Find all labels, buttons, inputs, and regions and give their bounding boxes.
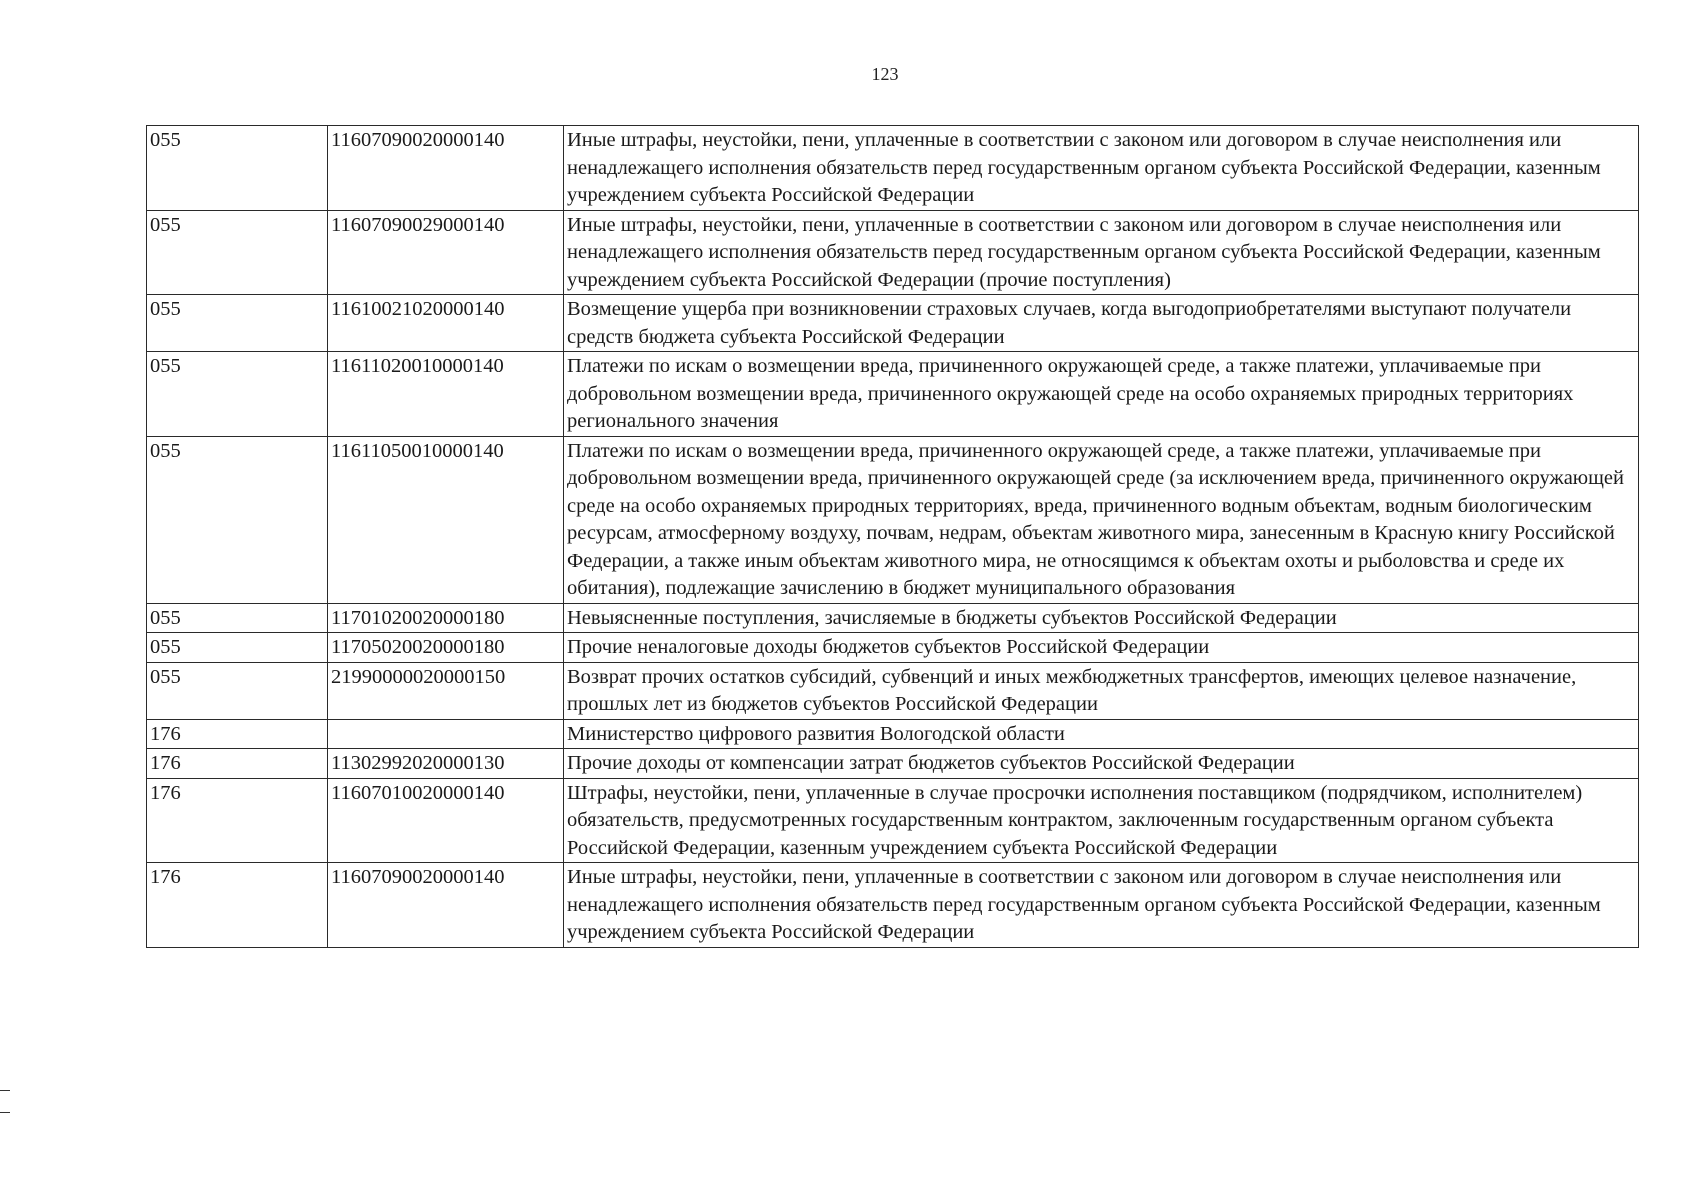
page-number: 123 [871, 64, 899, 84]
admin-code-cell: 055 [147, 210, 328, 295]
table-row [147, 436, 1639, 603]
revenue-name-cell: Платежи по искам о возмещении вреда, причиненного окружающей среде, а также платежи, уплачиваемые при добровольном возмещении вреда, причиненного окружающей среде на особо охраняемых природных территориях регионального значения [564, 352, 1639, 437]
kbk-code-cell: 11607090020000140 [328, 863, 564, 948]
admin-code-cell: 055 [147, 295, 328, 352]
table-row [147, 863, 1639, 948]
table-row [147, 749, 1639, 779]
kbk-code-cell: 11611020010000140 [328, 352, 564, 437]
kbk-code-cell: 11701020020000180 [328, 603, 564, 633]
revenue-name-cell: Невыясненные поступления, зачисляемые в бюджеты субъектов Российской Федерации [564, 603, 1639, 633]
revenue-name-cell: Прочие доходы от компенсации затрат бюджетов субъектов Российской Федерации [564, 749, 1639, 779]
revenue-name-cell: Возврат прочих остатков субсидий, субвенций и иных межбюджетных трансфертов, имеющих целевое назначение, прошлых лет из бюджетов субъектов Российской Федерации [564, 662, 1639, 719]
table-row [147, 126, 1639, 211]
table-row [147, 662, 1639, 719]
scan-edge-mark [0, 1112, 10, 1113]
kbk-code-cell: 21990000020000150 [328, 662, 564, 719]
table-row [147, 295, 1639, 352]
revenue-name-cell: Иные штрафы, неустойки, пени, уплаченные в соответствии с законом или договором в случае неисполнения или ненадлежащего исполнения обязательств перед государственным органом субъекта Российской Федерации, казенным учреждением субъекта Российской Федерации [564, 863, 1639, 948]
revenue-name-cell: Платежи по искам о возмещении вреда, причиненного окружающей среде, а также платежи, уплачиваемые при добровольном возмещении вреда, причиненного окружающей среде (за исключением вреда, причиненного окружающей среде на особо охраняемых природных территориях, вреда, причиненного водным объектам, водным биологическим ресурсам, атмосферному воздуху, почвам, недрам, объектам животного мира, занесенным в Красную книгу Российской Федерации, а также иным объектам животного мира, не относящимся к объектам охоты и рыболовства и среде их обитания), подлежащие зачислению в бюджет муниципального образования [564, 436, 1639, 603]
admin-code-cell: 055 [147, 352, 328, 437]
table-row [147, 778, 1639, 863]
revenue-name-cell: Штрафы, неустойки, пени, уплаченные в случае просрочки исполнения поставщиком (подрядчиком, исполнителем) обязательств, предусмотренных государственным контрактом, заключенным государственным органом субъекта Российской Федерации, казенным учреждением субъекта Российской Федерации [564, 778, 1639, 863]
table-row [147, 633, 1639, 663]
kbk-code-cell [328, 719, 564, 749]
admin-code-cell: 176 [147, 863, 328, 948]
table-row [147, 210, 1639, 295]
admin-code-cell: 055 [147, 126, 328, 211]
revenue-codes-table [146, 125, 1639, 948]
table-row [147, 603, 1639, 633]
admin-code-cell: 176 [147, 778, 328, 863]
revenue-name-cell: Прочие неналоговые доходы бюджетов субъектов Российской Федерации [564, 633, 1639, 663]
admin-code-cell: 176 [147, 719, 328, 749]
kbk-code-cell: 11302992020000130 [328, 749, 564, 779]
revenue-name-cell: Министерство цифрового развития Вологодской области [564, 719, 1639, 749]
kbk-code-cell: 11611050010000140 [328, 436, 564, 603]
kbk-code-cell: 11607010020000140 [328, 778, 564, 863]
admin-code-cell: 055 [147, 603, 328, 633]
admin-code-cell: 176 [147, 749, 328, 779]
table-row [147, 352, 1639, 437]
admin-code-cell: 055 [147, 436, 328, 603]
scan-edge-mark [0, 1090, 10, 1091]
kbk-code-cell: 11705020020000180 [328, 633, 564, 663]
admin-code-cell: 055 [147, 633, 328, 663]
kbk-code-cell: 11607090020000140 [328, 126, 564, 211]
revenue-name-cell: Возмещение ущерба при возникновении страховых случаев, когда выгодоприобретателями выступают получатели средств бюджета субъекта Российской Федерации [564, 295, 1639, 352]
kbk-code-cell: 11610021020000140 [328, 295, 564, 352]
revenue-name-cell: Иные штрафы, неустойки, пени, уплаченные в соответствии с законом или договором в случае неисполнения или ненадлежащего исполнения обязательств перед государственным органом субъекта Российской Федерации, казенным учреждением субъекта Российской Федерации [564, 126, 1639, 211]
table-row [147, 719, 1639, 749]
revenue-name-cell: Иные штрафы, неустойки, пени, уплаченные в соответствии с законом или договором в случае неисполнения или ненадлежащего исполнения обязательств перед государственным органом субъекта Российской Федерации, казенным учреждением субъекта Российской Федерации (прочие поступления) [564, 210, 1639, 295]
admin-code-cell: 055 [147, 662, 328, 719]
kbk-code-cell: 11607090029000140 [328, 210, 564, 295]
